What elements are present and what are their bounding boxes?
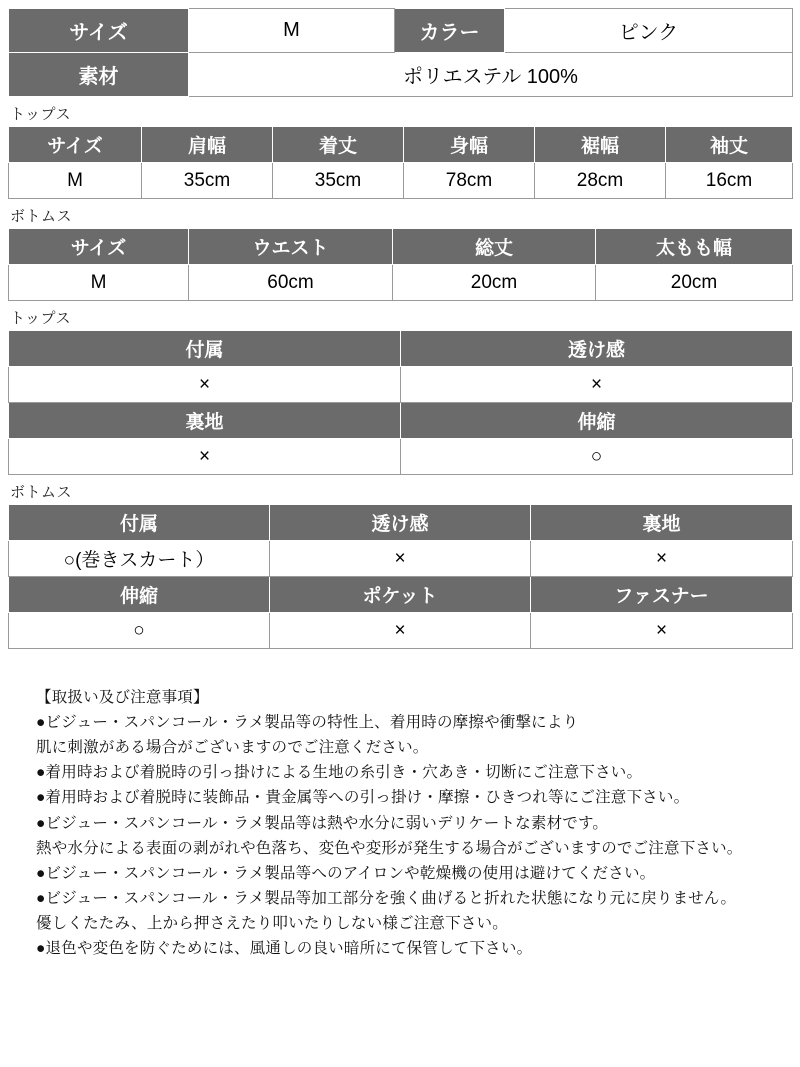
th-tops-length: 着丈 bbox=[273, 127, 404, 163]
notes-line: ●退色や変色を防ぐためには、風通しの良い暗所にて保管して下さい。 bbox=[36, 940, 533, 958]
td-bottoms-size: M bbox=[9, 265, 189, 301]
section-label-tops-spec: トップス bbox=[10, 310, 71, 327]
th-tops-stretch: 伸縮 bbox=[401, 403, 793, 439]
th-tops-accessory: 付属 bbox=[9, 331, 401, 367]
th-bottoms-zipper: ファスナー bbox=[531, 577, 793, 613]
tops-size-table bbox=[8, 126, 793, 199]
notes-line: ●ビジュー・スパンコール・ラメ製品等の特性上、着用時の摩擦や衝撃により bbox=[36, 714, 579, 732]
table-row bbox=[9, 9, 793, 53]
bottoms-size-table bbox=[8, 228, 793, 301]
td-bottoms-total-length: 20cm bbox=[393, 265, 596, 301]
table-row bbox=[9, 265, 793, 301]
th-bottoms-thigh: 太もも幅 bbox=[596, 229, 793, 265]
cell-size-value: M bbox=[189, 9, 395, 53]
th-bottoms-sheerness: 透け感 bbox=[270, 505, 531, 541]
td-tops-accessory: × bbox=[9, 367, 401, 403]
notes-line: ●ビジュー・スパンコール・ラメ製品等は熱や水分に弱いデリケートな素材です。 bbox=[36, 814, 609, 832]
cell-color-value: ピンク bbox=[505, 9, 793, 53]
th-bottoms-size: サイズ bbox=[9, 229, 189, 265]
th-tops-shoulder: 肩幅 bbox=[142, 127, 273, 163]
section-label-bottoms-spec: ボトムス bbox=[10, 484, 73, 501]
bottoms-spec-table bbox=[8, 504, 793, 649]
td-tops-hem: 28cm bbox=[535, 163, 666, 199]
table-row bbox=[9, 439, 793, 475]
th-bottoms-stretch: 伸縮 bbox=[9, 577, 270, 613]
td-bottoms-pocket: × bbox=[270, 613, 531, 649]
table-row bbox=[9, 367, 793, 403]
table-row bbox=[9, 163, 793, 199]
td-bottoms-lining: × bbox=[531, 541, 793, 577]
table-row-header bbox=[9, 403, 793, 439]
td-tops-size: M bbox=[9, 163, 142, 199]
cell-color-label: カラー bbox=[395, 9, 505, 53]
notes-line: ●ビジュー・スパンコール・ラメ製品等へのアイロンや乾燥機の使用は避けてください。 bbox=[36, 864, 656, 882]
cell-size-label: サイズ bbox=[9, 9, 189, 53]
section-label-bottoms-size: ボトムス bbox=[10, 208, 73, 225]
main-attribute-table bbox=[8, 8, 793, 97]
care-instructions-block bbox=[36, 685, 792, 961]
table-row bbox=[9, 53, 793, 97]
td-bottoms-stretch: ○ bbox=[9, 613, 270, 649]
notes-line: ●ビジュー・スパンコール・ラメ製品等加工部分を強く曲げると折れた状態になり元に戻りません。 bbox=[36, 889, 737, 907]
th-tops-hem: 裾幅 bbox=[535, 127, 666, 163]
td-tops-stretch: ○ bbox=[401, 439, 793, 475]
notes-line: ●着用時および着脱時に装飾品・貴金属等への引っ掛け・摩擦・ひきつれ等にご注意下さい。 bbox=[36, 789, 690, 807]
table-row-header bbox=[9, 229, 793, 265]
td-tops-length: 35cm bbox=[273, 163, 404, 199]
th-tops-lining: 裏地 bbox=[9, 403, 401, 439]
notes-line: ●着用時および着脱時の引っ掛けによる生地の糸引き・穴あき・切断にご注意下さい。 bbox=[36, 764, 643, 782]
th-bottoms-pocket: ポケット bbox=[270, 577, 531, 613]
th-bottoms-accessory: 付属 bbox=[9, 505, 270, 541]
tops-spec-table bbox=[8, 330, 793, 475]
cell-material-value: ポリエステル 100% bbox=[189, 53, 793, 97]
td-bottoms-thigh: 20cm bbox=[596, 265, 793, 301]
td-tops-bust: 78cm bbox=[404, 163, 535, 199]
table-row-header bbox=[9, 505, 793, 541]
td-bottoms-sheerness: × bbox=[270, 541, 531, 577]
table-row-header bbox=[9, 577, 793, 613]
td-tops-lining: × bbox=[9, 439, 401, 475]
th-bottoms-waist: ウエスト bbox=[189, 229, 393, 265]
td-bottoms-waist: 60cm bbox=[189, 265, 393, 301]
notes-line: 熱や水分による表面の剥がれや色落ち、変色や変形が発生する場合がございますのでご注意下さい。 bbox=[36, 839, 743, 857]
section-label-tops-size: トップス bbox=[10, 106, 71, 123]
notes-line: 【取扱い及び注意事項】 bbox=[36, 689, 209, 706]
td-tops-shoulder: 35cm bbox=[142, 163, 273, 199]
table-row-header bbox=[9, 127, 793, 163]
th-tops-sleeve: 袖丈 bbox=[666, 127, 793, 163]
table-row bbox=[9, 613, 793, 649]
notes-line: 肌に刺激がある場合がございますのでご注意ください。 bbox=[36, 739, 429, 757]
th-bottoms-lining: 裏地 bbox=[531, 505, 793, 541]
td-tops-sheerness: × bbox=[401, 367, 793, 403]
th-tops-bust: 身幅 bbox=[404, 127, 535, 163]
th-bottoms-total-length: 総丈 bbox=[393, 229, 596, 265]
td-bottoms-accessory: ○(巻きスカート） bbox=[9, 541, 270, 577]
cell-material-label: 素材 bbox=[9, 53, 189, 97]
td-tops-sleeve: 16cm bbox=[666, 163, 793, 199]
th-tops-size: サイズ bbox=[9, 127, 142, 163]
th-tops-sheerness: 透け感 bbox=[401, 331, 793, 367]
td-bottoms-zipper: × bbox=[531, 613, 793, 649]
table-row bbox=[9, 541, 793, 577]
notes-line: 優しくたたみ、上から押さえたり叩いたりしない様ご注意下さい。 bbox=[36, 914, 508, 932]
table-row-header bbox=[9, 331, 793, 367]
